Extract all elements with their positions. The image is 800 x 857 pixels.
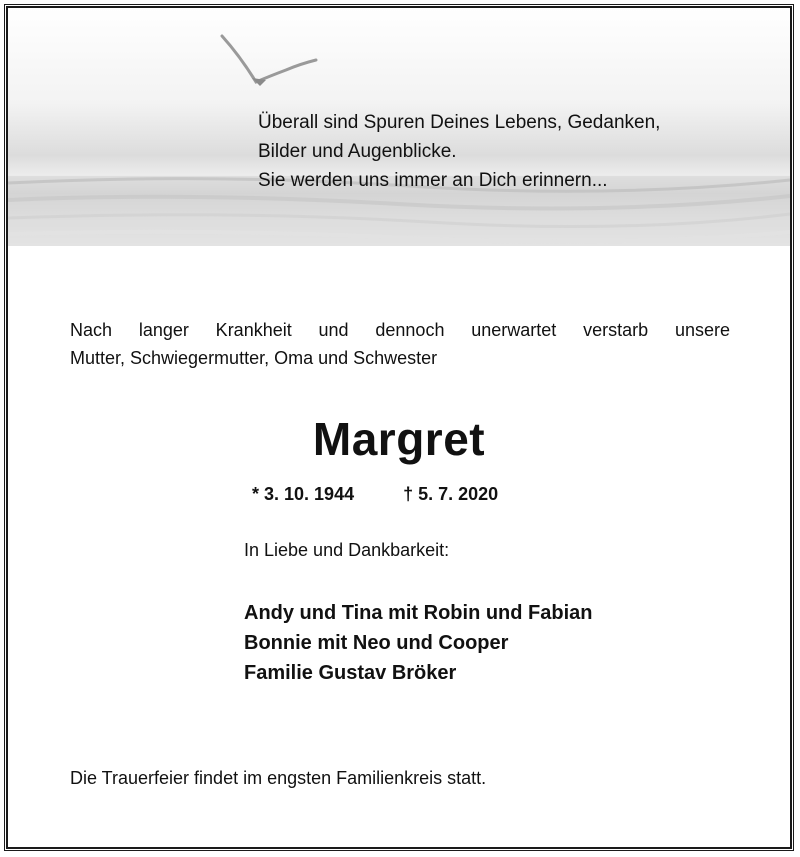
mourners-list [244,598,593,688]
announcement-line: Mutter, Schwiegermutter, Oma und Schwester [70,348,438,368]
deceased-name: Margret [312,413,486,465]
birth-date: * 3. 10. 1944 [252,484,355,504]
obituary-notice [6,6,792,849]
announcement-line: Nach langer Krankheit und dennoch unerwartet verstarb unsere [70,320,730,340]
death-date: † 5. 7. 2020 [403,484,499,504]
quote-line: Sie werden uns immer an Dich erinnern... [258,170,608,191]
quote-line: Überall sind Spuren Deines Lebens, Gedanken, [258,112,661,133]
memorial-quote [258,108,660,195]
death-announcement-text [70,316,730,372]
life-dates [252,484,498,505]
mourner-family: Andy und Tina mit Robin und Fabian [244,602,593,624]
quote-line: Bilder und Augenblicke. [258,141,457,162]
mourner-family: Familie Gustav Bröker [244,662,457,684]
funeral-note: Die Trauerfeier findet im engsten Familienkreis statt. [70,768,487,788]
mourner-family: Bonnie mit Neo und Cooper [244,632,509,654]
thanks-heading: In Liebe und Dankbarkeit: [244,540,450,560]
